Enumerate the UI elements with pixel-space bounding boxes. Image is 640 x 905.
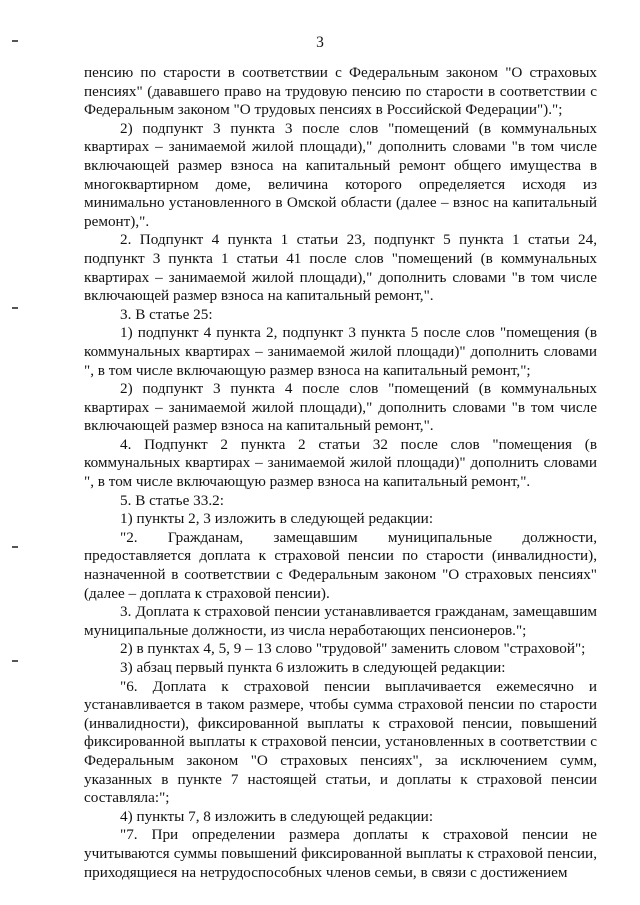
paragraph: 3. В статье 25: — [120, 305, 213, 323]
paragraph: 2) подпункт 3 пункта 4 после слов "помещений (в коммунальных квартирах – занимаемой жилой площади)," дополнить словами "в том числе включающей размер взноса на капитальный ремонт,". — [84, 380, 597, 435]
scan-mark — [12, 660, 18, 662]
paragraph: 2) подпункт 3 пункта 3 после слов "помещений (в коммунальных квартирах – занимаемой жилой площади)," дополнить словами "в том числе включающей размер взноса на капитальный ремонт общего имущества в многоквартирном доме, величина которого определяется исходя из минимально установленного в Омской области (далее – взнос на капитальный ремонт),". — [84, 119, 597, 230]
paragraph: пенсию по старости в соответствии с Федеральным законом "О страховых пенсиях" (дававшего право на трудовую пенсию по старости в соответствии с Федеральным законом "О трудовых пенсиях в Российской Федерации")."; — [84, 64, 597, 119]
paragraph: 1) пункты 2, 3 изложить в следующей редакции: — [120, 510, 434, 528]
paragraph: 2) в пунктах 4, 5, 9 – 13 слово "трудовой" заменить словом "страховой"; — [120, 640, 586, 658]
paragraph: "6. Доплата к страховой пенсии выплачивается ежемесячно и устанавливается в таком размере, чтобы сумма страховой пенсии по старости (инвалидности), фиксированной выплаты к страховой пенсии, повышений фиксированной выплаты к страховой пенсии, установленных в соответствии с Федеральным законом "О страховых пенсиях", за исключением сумм, указанных в пункте 7 настоящей статьи, и доплаты к страховой пенсии составляла:"; — [84, 677, 597, 807]
document-body — [84, 64, 597, 882]
page-number: 3 — [316, 34, 324, 51]
paragraph: 2. Подпункт 4 пункта 1 статьи 23, подпункт 5 пункта 1 статьи 24, подпункт 3 пункта 1 статьи 41 после слов "помещений (в коммунальных квартирах – занимаемой жилой площади)," дополнить словами "в том числе включающей размер взноса на капитальный ремонт,". — [84, 231, 597, 305]
paragraph: 3. Доплата к страховой пенсии устанавливается гражданам, замещавшим муниципальные должности, из числа неработающих пенсионеров."; — [84, 603, 597, 639]
paragraph: "2. Гражданам, замещавшим муниципальные должности, предоставляется доплата к страховой пенсии по старости (инвалидности), назначенной в соответствии с Федеральным законом "О страховых пенсиях" (далее – доплата к страховой пенсии). — [84, 528, 597, 602]
paragraph: 4. Подпункт 2 пункта 2 статьи 32 после слов "помещения (в коммунальных квартирах – занимаемой жилой площади)" дополнить словами ", в том числе включающую размер взноса на капитальный ремонт,". — [84, 435, 597, 491]
paragraph: 1) подпункт 4 пункта 2, подпункт 3 пункта 5 после слов "помещения (в коммунальных квартирах – занимаемой жилой площади)" дополнить словами ", в том числе включающую размер взноса на капитальный ремонт,"; — [84, 324, 597, 379]
paragraph: "7. При определении размера доплаты к страховой пенсии не учитываются суммы повышений фиксированной выплаты к страховой пенсии, приходящиеся на нетрудоспособных членов семьи, в связи с достижением — [84, 826, 597, 881]
paragraph: 3) абзац первый пункта 6 изложить в следующей редакции: — [120, 659, 506, 676]
paragraph: 5. В статье 33.2: — [120, 491, 224, 509]
scan-mark — [12, 307, 18, 309]
scan-mark — [12, 546, 18, 548]
paragraph: 4) пункты 7, 8 изложить в следующей редакции: — [120, 807, 434, 825]
